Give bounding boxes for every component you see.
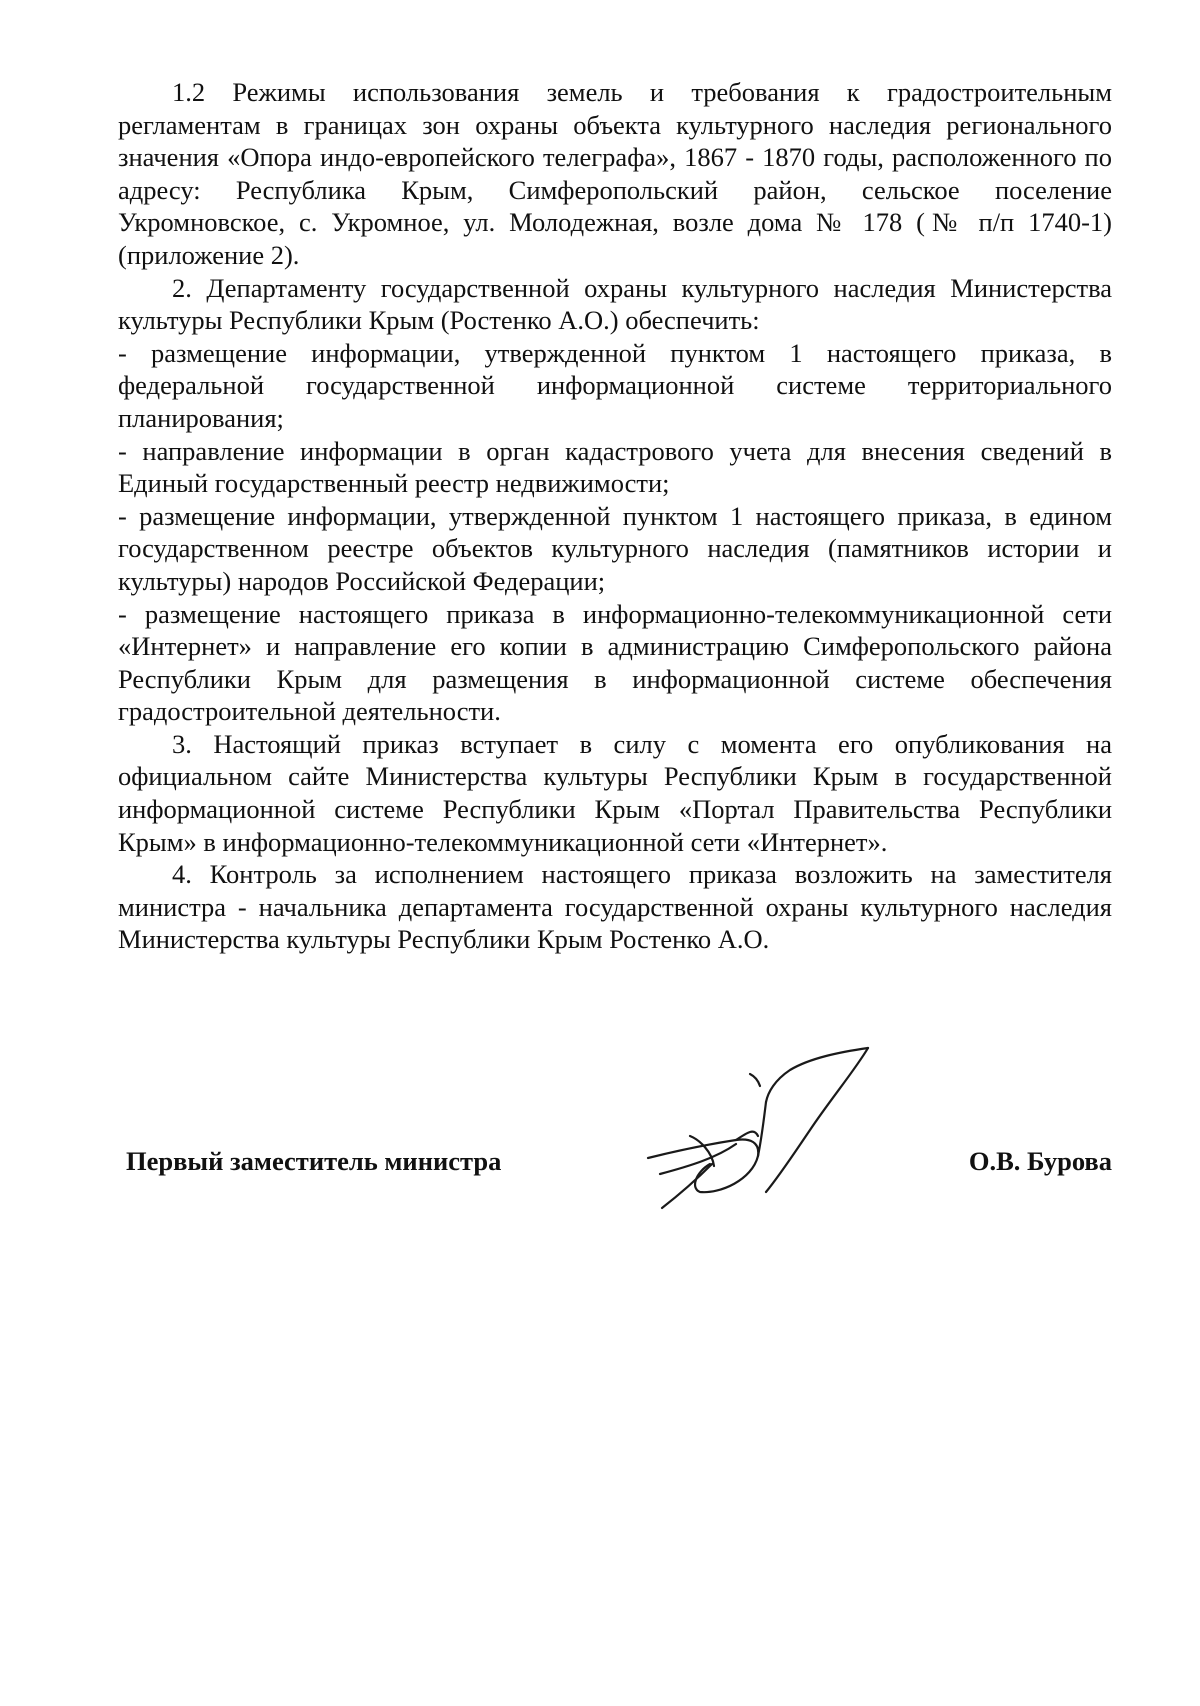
paragraph-2-dash-4: - размещение настоящего приказа в информационно-телекоммуникационной сети «Интернет» и направление его копии в администрацию Симферопольского района Республики Крым для размещения в информационной системе обеспечения градостроительной деятельности.	[118, 598, 1112, 727]
paragraph-2-dash-2: - направление информации в орган кадастрового учета для внесения сведений в Единый государственный реестр недвижимости;	[118, 435, 1112, 499]
signer-name: О.В. Бурова	[968, 1146, 1112, 1176]
paragraph-3: 3. Настоящий приказ вступает в силу с момента его опубликования на официальном сайте Министерства культуры Республики Крым в государственной информационной системе Республики Крым «Портал Правительства Республики Крым» в информационно-телекоммуникационной сети «Интернет».	[118, 728, 1112, 857]
paragraph-2: 2. Департаменту государственной охраны культурного наследия Министерства культуры Республики Крым (Ростенко А.О.) обеспечить:	[118, 272, 1112, 336]
paragraph-4: 4. Контроль за исполнением настоящего приказа возложить на заместителя министра - начальника департамента государственной охраны культурного наследия Министерства культуры Республики Крым Ростенко А.О.	[118, 859, 1112, 955]
paragraph-1-2: 1.2 Режимы использования земель и требования к градостроительным регламентам в границах зон охраны объекта культурного наследия регионального значения «Опора индо-европейского телеграфа», 1867 - 1870 годы, расположенного по адресу: Республика Крым, Симферопольский район, сельское поселение Укромновское, с. Укромное, ул. Молодежная, возле дома № 178 (№ п/п 1740-1) (приложение 2).	[118, 77, 1112, 270]
paragraph-2-dash-1: - размещение информации, утвержденной пунктом 1 настоящего приказа, в федеральной государственной информационной системе территориального планирования;	[118, 337, 1112, 433]
signer-position: Первый заместитель министра	[126, 1146, 502, 1176]
paragraph-2-dash-3: - размещение информации, утвержденной пунктом 1 настоящего приказа, в едином государственном реестре объектов культурного наследия (памятников истории и культуры) народов Российской Федерации;	[118, 500, 1112, 596]
document-body	[118, 76, 1112, 956]
signature-block	[118, 1140, 1112, 1280]
